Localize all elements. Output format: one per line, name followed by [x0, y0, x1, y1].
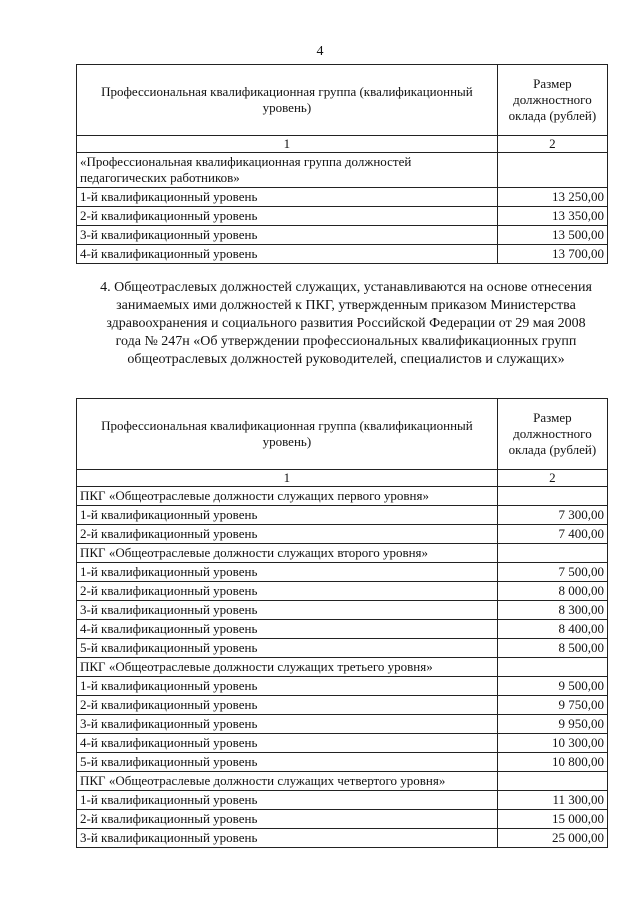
qualification-level-label: 4-й квалификационный уровень: [77, 245, 498, 264]
qualification-level-label: 2-й квалификационный уровень: [77, 582, 498, 601]
column-number-row: [77, 136, 608, 153]
column-number-1: 1: [77, 136, 498, 153]
salary-value: 8 300,00: [497, 601, 607, 620]
salary-value: 8 000,00: [497, 582, 607, 601]
salary-value: 8 400,00: [497, 620, 607, 639]
group-heading-row: [77, 153, 608, 188]
table2-body: [77, 399, 608, 848]
table-row: [77, 525, 608, 544]
header-salary-size: Размер должностного оклада (рублей): [497, 399, 607, 470]
table-row: [77, 715, 608, 734]
group-title: ПКГ «Общеотраслевые должности служащих третьего уровня»: [77, 658, 498, 677]
group-title: ПКГ «Общеотраслевые должности служащих четвертого уровня»: [77, 772, 498, 791]
qualification-level-label: 4-й квалификационный уровень: [77, 734, 498, 753]
group-title: «Профессиональная квалификационная группа должностей педагогических работников»: [77, 153, 498, 188]
page-number: 4: [316, 44, 324, 59]
qualification-level-label: 2-й квалификационный уровень: [77, 525, 498, 544]
salary-value: 13 500,00: [497, 226, 607, 245]
salary-value: 10 300,00: [497, 734, 607, 753]
salary-value: 7 400,00: [497, 525, 607, 544]
table-row: [77, 791, 608, 810]
qualification-level-label: 1-й квалификационный уровень: [77, 506, 498, 525]
qualification-level-label: 3-й квалификационный уровень: [77, 829, 498, 848]
table-row: [77, 188, 608, 207]
qualification-level-label: 1-й квалификационный уровень: [77, 677, 498, 696]
column-number-2: 2: [497, 470, 607, 487]
qualification-level-label: 5-й квалификационный уровень: [77, 639, 498, 658]
salary-value: 13 250,00: [497, 188, 607, 207]
table-row: [77, 639, 608, 658]
table-row: [77, 601, 608, 620]
qualification-level-label: 2-й квалификационный уровень: [77, 696, 498, 715]
salary-value: 9 750,00: [497, 696, 607, 715]
table1-body: [77, 65, 608, 264]
salary-value: [497, 487, 607, 506]
table-row: [77, 582, 608, 601]
table-row: [77, 620, 608, 639]
salary-value: 13 350,00: [497, 207, 607, 226]
qualification-level-label: 1-й квалификационный уровень: [77, 188, 498, 207]
table-row: [77, 245, 608, 264]
qualification-level-label: 3-й квалификационный уровень: [77, 715, 498, 734]
salary-value: [497, 544, 607, 563]
column-number-2: 2: [497, 136, 607, 153]
table-row: [77, 810, 608, 829]
table-row: [77, 207, 608, 226]
header-salary-size: Размер должностного оклада (рублей): [497, 65, 607, 136]
column-number-1: 1: [77, 470, 498, 487]
salary-table-general-positions: [76, 398, 608, 848]
qualification-level-label: 5-й квалификационный уровень: [77, 753, 498, 772]
salary-value: 7 500,00: [497, 563, 607, 582]
section-paragraph: 4. Общеотраслевых должностей служащих, устанавливаются на основе отнесения занимаемых ими должностей к ПКГ, утвержденным приказом Министерства здравоохранения и социального развития Российской Федерации от 29 мая 2008 года № 247н «Об утверждении профессиональных квалификационных групп общеотраслевых должностей руководителей, специалистов и служащих»: [100, 280, 592, 367]
table-row: [77, 829, 608, 848]
qualification-level-label: 4-й квалификационный уровень: [77, 620, 498, 639]
salary-value: [497, 658, 607, 677]
salary-value: 13 700,00: [497, 245, 607, 264]
table-row: [77, 734, 608, 753]
salary-value: [497, 772, 607, 791]
salary-value: 9 500,00: [497, 677, 607, 696]
qualification-level-label: 2-й квалификационный уровень: [77, 810, 498, 829]
group-heading-row: [77, 544, 608, 563]
table-row: [77, 506, 608, 525]
qualification-level-label: 3-й квалификационный уровень: [77, 226, 498, 245]
salary-value: 11 300,00: [497, 791, 607, 810]
salary-value: 15 000,00: [497, 810, 607, 829]
qualification-level-label: 1-й квалификационный уровень: [77, 791, 498, 810]
qualification-level-label: 1-й квалификационный уровень: [77, 563, 498, 582]
salary-value: 8 500,00: [497, 639, 607, 658]
salary-table-pedagogical: [76, 64, 608, 264]
table-row: [77, 696, 608, 715]
table-row: [77, 753, 608, 772]
salary-value: [497, 153, 607, 188]
qualification-level-label: 3-й квалификационный уровень: [77, 601, 498, 620]
group-title: ПКГ «Общеотраслевые должности служащих второго уровня»: [77, 544, 498, 563]
salary-value: 25 000,00: [497, 829, 607, 848]
column-number-row: [77, 470, 608, 487]
group-title: ПКГ «Общеотраслевые должности служащих первого уровня»: [77, 487, 498, 506]
group-heading-row: [77, 487, 608, 506]
table-row: [77, 677, 608, 696]
salary-value: 7 300,00: [497, 506, 607, 525]
table-header-row: [77, 65, 608, 136]
table-row: [77, 563, 608, 582]
salary-value: 9 950,00: [497, 715, 607, 734]
table-header-row: [77, 399, 608, 470]
group-heading-row: [77, 772, 608, 791]
group-heading-row: [77, 658, 608, 677]
salary-value: 10 800,00: [497, 753, 607, 772]
header-qualification-group: Профессиональная квалификационная группа (квалификационный уровень): [77, 399, 498, 470]
qualification-level-label: 2-й квалификационный уровень: [77, 207, 498, 226]
table-row: [77, 226, 608, 245]
header-qualification-group: Профессиональная квалификационная группа (квалификационный уровень): [77, 65, 498, 136]
